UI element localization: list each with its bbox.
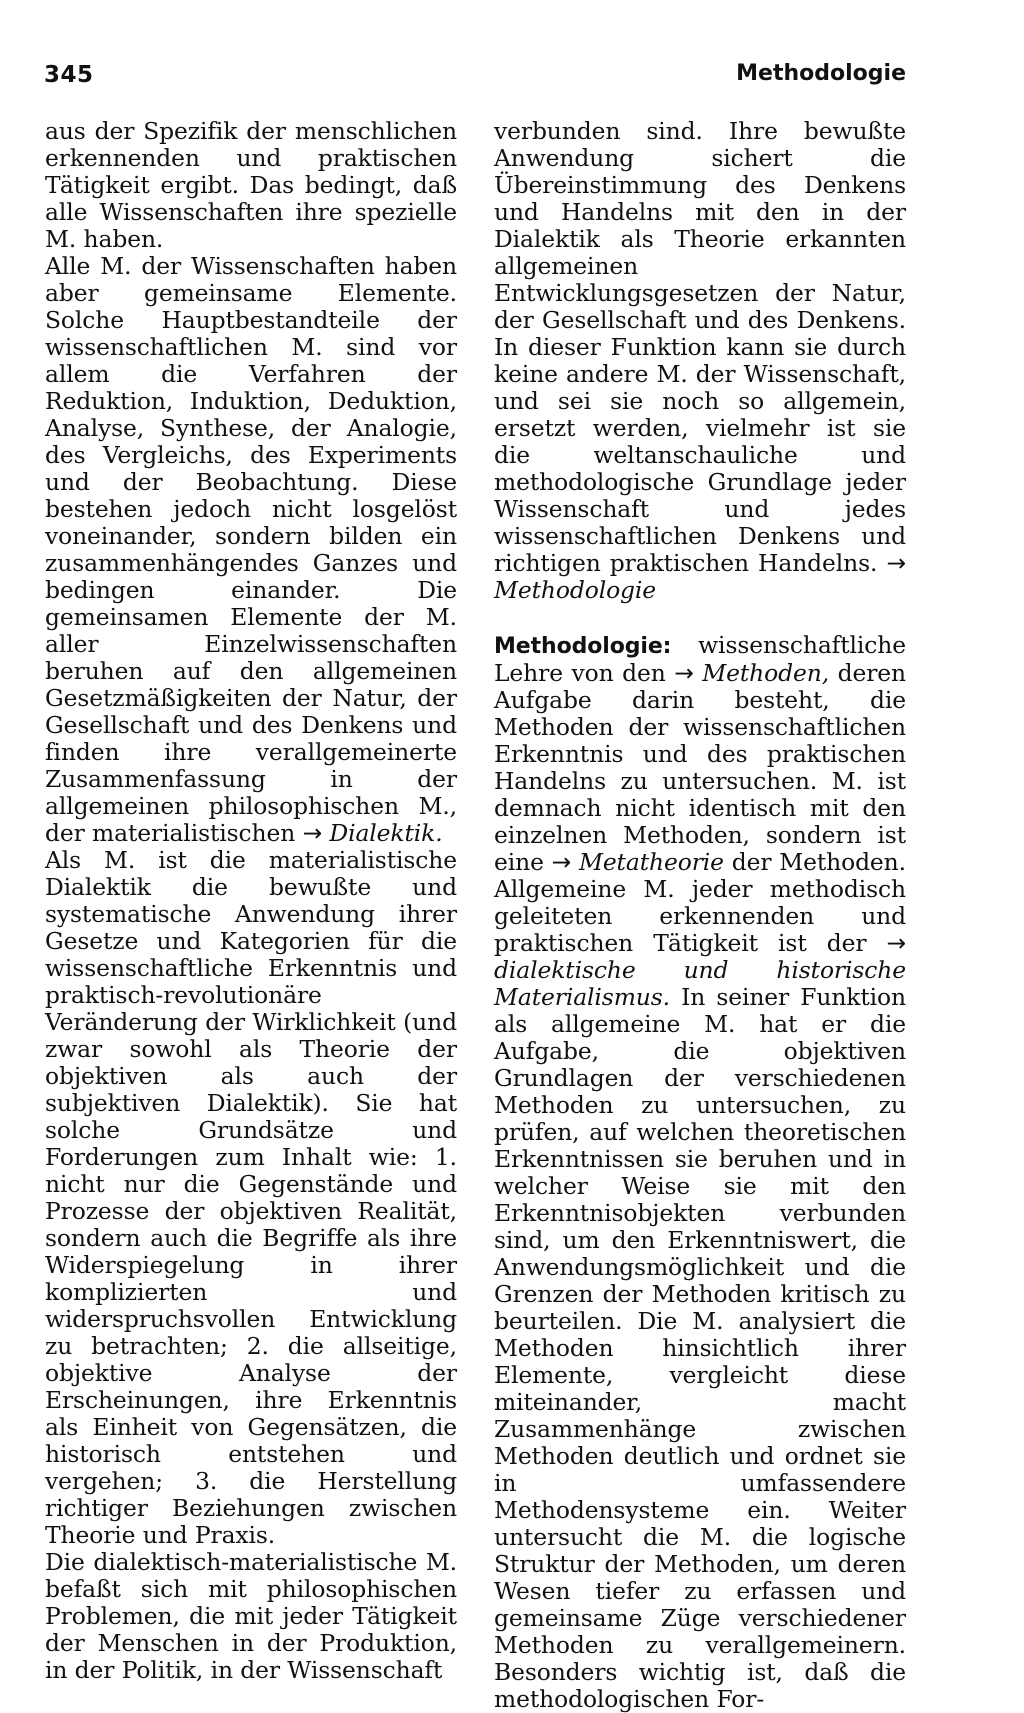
paragraph-text: Alle M. der Wissenschaften haben aber gemeinsame Elemente. Solche Hauptbestandteile der wissenschaftlichen M. sind vor allem die Verfahren der Reduktion, Induktion, Deduktion, Analyse, Synthese, der Analogie, des Vergleichs, des Experiments und der Beobachtung. Diese bestehen jedoch nicht losgelöst voneinander, sondern bilden ein zusammenhängendes Ganzes und bedingen einander. Die gemeinsamen Elemente der M. aller Einzelwissenschaften beruhen auf den allgemeinen Gesetzmäßigkeiten der Natur, der Gesellschaft und des Denkens und finden ihre verallgemeinerte Zusammenfassung in der allgemeinen philosophischen M., der materialistischen bbox=[45, 252, 457, 847]
entry-headword: Methodologie: bbox=[494, 634, 672, 659]
page-number: 345 bbox=[44, 62, 94, 88]
entry-text: der Methoden. Allgemeine M. jeder methodisch geleiteten erkennenden und praktischen Tätigkeit ist der bbox=[494, 848, 906, 957]
paragraph-common-elements bbox=[45, 253, 457, 847]
paragraph-dialectic-method: Als M. ist die materialistische Dialektik die bewußte und systematische Anwendung ihrer Gesetze und Kategorien für die wissenschaftliche Erkenntnis und praktisch-revolutionäre Veränderung der Wirklichkeit (und zwar sowohl als Theorie der objektiven als auch der subjektiven Dialektik). Sie hat solche Grundsätze und Forderungen zum Inhalt wie: 1. nicht nur die Gegenstände und Prozesse der objektiven Realität, sondern auch die Begriffe als ihre Widerspiegelung in ihrer komplizierten und widerspruchsvollen Entwicklung zu betrachten; 2. die allseitige, objektive Analyse der Erscheinungen, ihre Erkenntnis als Einheit von Gegensätzen, die historisch entstehen und vergehen; 3. die Herstellung richtiger Beziehungen zwischen Theorie und Praxis. bbox=[45, 846, 457, 1549]
cross-reference-link[interactable]: Metatheorie bbox=[578, 848, 724, 876]
cross-reference-link[interactable]: Dialektik. bbox=[329, 819, 443, 847]
cross-reference-arrow-icon: → bbox=[886, 929, 906, 957]
cross-reference-link[interactable]: dialektische und historische Materialismus. bbox=[494, 956, 906, 1011]
paragraph-application bbox=[494, 118, 906, 604]
paragraph-text: verbunden sind. Ihre bewußte Anwendung sichert die Übereinstimmung des Denkens und Handelns mit den in der Dialektik als Theorie erkannten allgemeinen Entwicklungsgesetzen der Natur, der Gesellschaft und des Denkens. In dieser Funktion kann sie durch keine andere M. der Wissenschaft, und sei sie noch so allgemein, ersetzt werden, vielmehr ist sie die weltanschauliche und methodologische Grundlage jeder Wissenschaft und jedes wissenschaftlichen Denkens und richtigen praktischen Handelns. bbox=[494, 117, 906, 577]
paragraph-philosophical-problems: Die dialektisch-materialistische M. befaßt sich mit philosophischen Problemen, die mit jeder Tätigkeit der Menschen in der Produktion, in der Politik, in der Wissenschaft bbox=[45, 1548, 457, 1684]
entry-text: In seiner Funktion als allgemeine M. hat er die Aufgabe, die objektiven Grundlagen der verschiedenen Methoden zu untersuchen, zu prüfen, auf welchen theoretischen Erkenntnissen sie beruhen und in welcher Weise sie mit den Erkenntnisobjekten verbunden sind, um den Erkenntniswert, die Anwendungsmöglichkeit und die Grenzen der Methoden kritisch zu beurteilen. Die M. analysiert die Methoden hinsichtlich ihrer Elemente, vergleicht diese miteinander, macht Zusammenhänge zwischen Methoden deutlich und ordnet sie in umfassendere Methodensysteme ein. Weiter untersucht die M. die logische Struktur der Methoden, um deren Wesen tiefer zu erfassen und gemeinsame Züge verschiedener Methoden zu verallgemeinern. Besonders wichtig ist, daß die methodologischen For- bbox=[494, 983, 906, 1713]
cross-reference-arrow-icon: → bbox=[886, 549, 906, 577]
entry-methodologie bbox=[494, 632, 906, 1713]
entry-text: wissenschaftliche Lehre von den bbox=[494, 631, 906, 687]
cross-reference-arrow-icon: → bbox=[674, 659, 694, 687]
paragraph-continuation: aus der Spezifik der menschlichen erkennenden und praktischen Tätigkeit ergibt. Das bedingt, daß alle Wissenschaften ihre spezielle M. haben. bbox=[45, 117, 457, 253]
cross-reference-arrow-icon: → bbox=[551, 848, 572, 876]
cross-reference-link[interactable]: Methoden, bbox=[702, 659, 830, 687]
cross-reference-arrow-icon: → bbox=[302, 819, 323, 847]
entry-separator bbox=[494, 604, 906, 632]
cross-reference-link[interactable]: Methodologie bbox=[494, 576, 657, 604]
right-column bbox=[494, 118, 906, 1713]
left-column bbox=[45, 118, 457, 1684]
entry-text: deren Aufgabe darin besteht, die Methoden der wissenschaftlichen Erkenntnis und des praktischen Handelns zu untersuchen. M. ist demnach nicht identisch mit den einzelnen Methoden, sondern ist eine bbox=[494, 659, 906, 876]
running-head: Methodologie bbox=[736, 61, 906, 86]
